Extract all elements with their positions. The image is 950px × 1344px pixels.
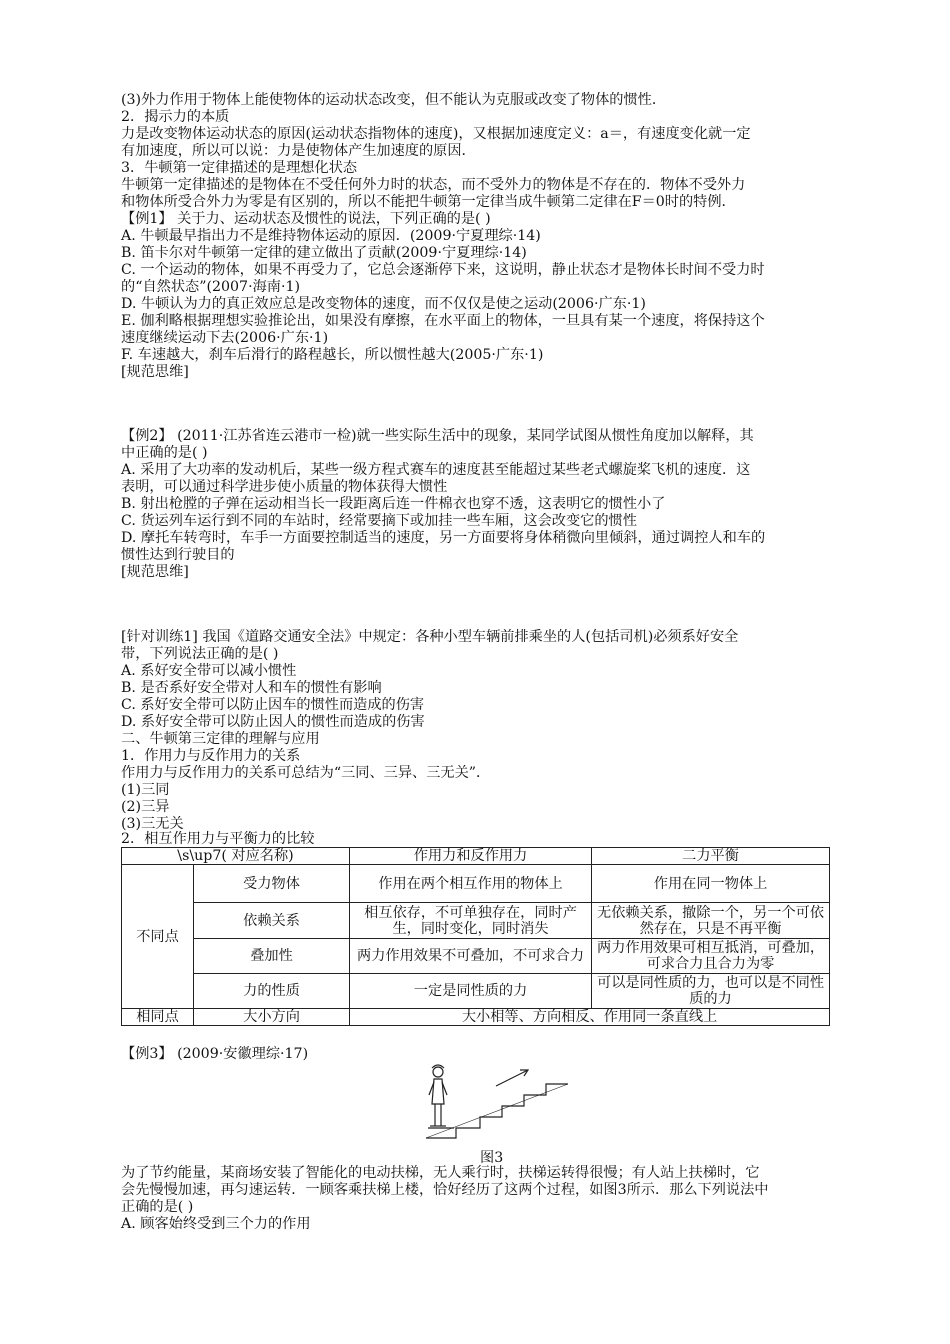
table-row (122, 939, 830, 974)
table-cell: 大小方向 (194, 1009, 350, 1026)
thinking-label: [规范思维] (121, 364, 189, 380)
table-cell: 依赖关系 (194, 903, 350, 939)
option-line: A. 系好安全带可以减小惯性 (121, 663, 297, 679)
text-line: (3)三无关 (121, 816, 184, 832)
table-cell: 作用在同一物体上 (592, 865, 830, 903)
table-header-cell: 作用力和反作用力 (350, 848, 592, 865)
table-group-label: 不同点 (122, 865, 194, 1009)
table-cell: 可以是同性质的力，也可以是不同性质的力 (592, 974, 830, 1009)
text-line: 中正确的是( ) (121, 445, 208, 461)
example-3-title: 【例3】 (2009·安徽理综·17) (121, 1046, 309, 1062)
text-line: 和物体所受合外力为零是有区别的，所以不能把牛顿第一定律当成牛顿第二定律在F＝0时的特例． (121, 194, 736, 210)
heading-line: 3．牛顿第一定律描述的是理想化状态 (121, 160, 358, 176)
option-line: A. 采用了大功率的发动机后，某些一级方程式赛车的速度甚至能超过某些老式螺旋桨飞机的速度．这 (121, 462, 751, 478)
text-line: (3)外力作用于物体上能使物体的运动状态改变，但不能认为克服或改变了物体的惯性． (121, 92, 667, 108)
table-cell: 相互依存，不可单独存在，同时产生，同时变化，同时消失 (350, 903, 592, 939)
option-line: D. 牛顿认为力的真正效应总是改变物体的速度，而不仅仅是使之运动(2006·广东·1) (121, 296, 646, 312)
section-heading: 二、牛顿第三定律的理解与应用 (121, 731, 320, 747)
example-2-title: 【例2】 (2011·江苏省连云港市一检)就一些实际生活中的现象，某同学试图从惯性角度加以解释，其 (121, 428, 754, 444)
option-line: 表明，可以通过科学进步使小质量的物体获得大惯性 (121, 479, 448, 495)
table-row (122, 974, 830, 1009)
figure-caption: 图3 (480, 1150, 504, 1166)
heading-line: 1．作用力与反作用力的关系 (121, 748, 301, 764)
option-line: F. 车速越大，刹车后滑行的路程越长，所以惯性越大(2005·广东·1) (121, 347, 544, 363)
table-header-cell: 二力平衡 (592, 848, 830, 865)
table-group-label: 相同点 (122, 1009, 194, 1026)
table-row (122, 865, 830, 903)
example-1-title: 【例1】 关于力、运动状态及惯性的说法，下列正确的是( ) (121, 211, 491, 227)
option-line: E. 伽利略根据理想实验推论出，如果没有摩擦，在水平面上的物体，一旦具有某一个速度，将保持这个 (121, 313, 765, 329)
option-line: B. 射出枪膛的子弹在运动相当长一段距离后连一件棉衣也穿不透，这表明它的惯性小了 (121, 496, 666, 512)
table-cell: 作用在两个相互作用的物体上 (350, 865, 592, 903)
text-line: 正确的是( ) (121, 1199, 194, 1215)
table-cell: 两力作用效果不可叠加，不可求合力 (350, 939, 592, 974)
text-line: 作用力与反作用力的关系可总结为“三同、三异、三无关”． (121, 765, 491, 781)
table-cell: 两力作用效果可相互抵消，可叠加，可求合力且合力为零 (592, 939, 830, 974)
option-line: A. 牛顿最早指出力不是维持物体运动的原因．(2009·宁夏理综·14) (121, 228, 541, 244)
heading-line: 2．揭示力的本质 (121, 109, 230, 125)
table-row (122, 903, 830, 939)
option-line: B. 笛卡尔对牛顿第一定律的建立做出了贡献(2009·宁夏理综·14) (121, 245, 527, 261)
option-line: B. 是否系好安全带对人和车的惯性有影响 (121, 680, 382, 696)
heading-line: 2．相互作用力与平衡力的比较 (121, 831, 315, 847)
option-line: C. 货运列车运行到不同的车站时，经常要摘下或加挂一些车厢，这会改变它的惯性 (121, 513, 637, 529)
table-cell: 大小相等、方向相反、作用同一条直线上 (350, 1009, 830, 1026)
table-row (122, 1009, 830, 1026)
practice-1-title: [针对训练1] 我国《道路交通安全法》中规定：各种小型车辆前排乘坐的人(包括司机)必须系好安全 (121, 629, 739, 645)
text-line: 会先慢慢加速，再匀速运转．一顾客乘扶梯上楼，恰好经历了这两个过程，如图3所示．那么下列说法中 (121, 1182, 769, 1198)
text-line: 牛顿第一定律描述的是物体在不受任何外力时的状态，而不受外力的物体是不存在的．物体不受外力 (121, 177, 746, 193)
text-line: 带，下列说法正确的是( ) (121, 646, 279, 662)
table-header-cell: \s\up7( 对应名称) (122, 848, 350, 865)
option-line: C. 一个运动的物体，如果不再受力了，它总会逐渐停下来，这说明，静止状态才是物体长时间不受力时 (121, 262, 765, 278)
option-line: C. 系好安全带可以防止因车的惯性而造成的伤害 (121, 697, 425, 713)
text-line: 力是改变物体运动状态的原因(运动状态指物体的速度)，又根据加速度定义：a＝，有速度变化就一定 (121, 126, 751, 142)
table-cell: 力的性质 (194, 974, 350, 1009)
option-line: D. 摩托车转弯时，车手一方面要控制适当的速度，另一方面要将身体稍微向里倾斜，通过调控人和车的 (121, 530, 766, 546)
text-line: 有加速度，所以可以说：力是使物体产生加速度的原因． (121, 143, 476, 159)
option-line: D. 系好安全带可以防止因人的惯性而造成的伤害 (121, 714, 425, 730)
option-line: 惯性达到行驶目的 (121, 547, 235, 563)
option-line: 速度继续运动下去(2006·广东·1) (121, 330, 329, 346)
option-line: A. 顾客始终受到三个力的作用 (121, 1216, 311, 1232)
text-line: (1)三同 (121, 782, 170, 798)
escalator-figure (418, 1062, 574, 1142)
text-line: 为了节约能量，某商场安装了智能化的电动扶梯，无人乘行时，扶梯运转得很慢；有人站上扶梯时，它 (121, 1165, 760, 1181)
text-line: (2)三异 (121, 799, 170, 815)
table-header-row (122, 848, 830, 865)
table-cell: 一定是同性质的力 (350, 974, 592, 1009)
table-cell: 无依赖关系，撤除一个，另一个可依然存在，只是不再平衡 (592, 903, 830, 939)
comparison-table (121, 847, 830, 1026)
table-cell: 叠加性 (194, 939, 350, 974)
table-cell: 受力物体 (194, 865, 350, 903)
option-line: 的“自然状态”(2007·海南·1) (121, 279, 301, 295)
thinking-label: [规范思维] (121, 564, 189, 580)
